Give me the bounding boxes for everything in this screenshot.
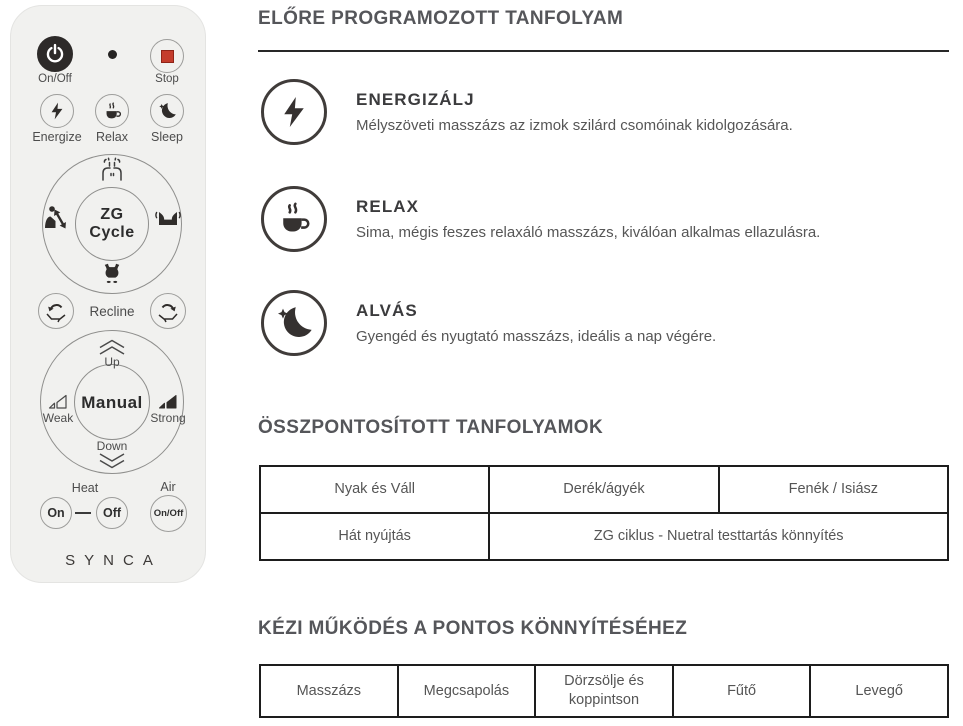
- heat-off-button[interactable]: [96, 497, 128, 529]
- up-label: Up: [104, 355, 120, 369]
- lightning-icon: [47, 101, 67, 121]
- heat-on-button[interactable]: [40, 497, 72, 529]
- table-row: [260, 466, 948, 513]
- program-item-energize: [261, 79, 793, 145]
- shoulders-icon: [96, 156, 128, 182]
- power-button[interactable]: [37, 36, 73, 72]
- recline-massage-button[interactable]: [43, 204, 71, 232]
- table-row: [260, 513, 948, 560]
- table-cell: Fenék / Isiász: [719, 466, 948, 513]
- heat-dash: [75, 512, 91, 514]
- table-cell: ZG ciklus - Nuetral testtartás könnyítés: [489, 513, 948, 560]
- seat-icon: [99, 261, 125, 287]
- heat-on-label: On: [47, 506, 65, 520]
- manual-label: Manual: [81, 393, 143, 412]
- program-title: ALVÁS: [356, 301, 418, 320]
- lightning-icon: [261, 79, 327, 145]
- recline-up-button[interactable]: [150, 293, 186, 329]
- table-cell: Dörzsölje és koppintson: [535, 665, 673, 717]
- weak-button[interactable]: [47, 393, 69, 410]
- stop-button[interactable]: [150, 39, 184, 73]
- strong-signal-icon: [157, 393, 179, 410]
- zero-gravity-icon: [43, 204, 71, 232]
- moon-stars-icon: [261, 290, 327, 356]
- heat-off-label: Off: [102, 506, 122, 520]
- intensity-up-button[interactable]: [97, 338, 127, 356]
- zg-line2: Cycle: [89, 224, 135, 241]
- led-indicator: [108, 50, 117, 59]
- table-cell: Derék/ágyék: [489, 466, 718, 513]
- relax-button[interactable]: [95, 94, 129, 128]
- heat-label: Heat: [71, 481, 99, 495]
- intensity-down-button[interactable]: [97, 452, 127, 470]
- zg-line1: ZG: [100, 206, 124, 223]
- stop-button-label: Stop: [155, 73, 179, 85]
- recline-label: Recline: [89, 304, 135, 319]
- down-label: Down: [96, 439, 128, 453]
- section-title-focused: ÖSSZPONTOSÍTOTT TANFOLYAMOK: [258, 417, 604, 438]
- program-description: Mélyszöveti masszázs az izmok szilárd csomóinak kidolgozására.: [356, 117, 793, 134]
- program-description: Sima, mégis feszes relaxáló masszázs, kiválóan alkalmas ellazulásra.: [356, 224, 821, 241]
- remote-control: [10, 5, 206, 583]
- program-title: ENERGIZÁLJ: [356, 90, 475, 109]
- weak-signal-icon: [47, 393, 69, 410]
- power-icon: [44, 43, 66, 65]
- power-button-label: On/Off: [38, 73, 72, 85]
- table-cell: Masszázs: [260, 665, 398, 717]
- table-row: [260, 665, 948, 717]
- seat-massage-button[interactable]: [99, 261, 125, 287]
- table-cell: Fűtő: [673, 665, 811, 717]
- zg-cycle-label: [62, 206, 162, 242]
- strong-button[interactable]: [157, 393, 179, 410]
- brand-logo: SYNCA: [65, 552, 162, 569]
- air-onoff-label: On/Off: [153, 508, 184, 519]
- section-title-manual: KÉZI MŰKÖDÉS A PONTOS KÖNNYÍTÉSÉHEZ: [258, 618, 688, 639]
- energize-label: Energize: [32, 130, 82, 144]
- coffee-cup-icon: [102, 101, 123, 122]
- relax-label: Relax: [96, 130, 128, 144]
- chevron-up-icon: [97, 338, 127, 356]
- waist-massage-button[interactable]: [154, 206, 182, 230]
- sleep-label: Sleep: [151, 130, 183, 144]
- program-item-sleep: [261, 290, 716, 356]
- program-description: Gyengéd és nyugtató masszázs, ideális a nap végére.: [356, 328, 717, 345]
- recline-back-button[interactable]: [38, 293, 74, 329]
- strong-label: Strong: [150, 411, 186, 425]
- program-item-relax: [261, 186, 820, 252]
- moon-stars-icon: [157, 101, 177, 121]
- coffee-cup-icon: [261, 186, 327, 252]
- manual-operation-table: [259, 664, 949, 718]
- divider-line: [258, 50, 949, 52]
- waist-icon: [154, 206, 182, 230]
- weak-label: Weak: [42, 411, 74, 425]
- program-title: RELAX: [356, 197, 420, 216]
- recline-back-icon: [43, 298, 69, 324]
- table-cell: Megcsapolás: [398, 665, 536, 717]
- recline-up-icon: [155, 298, 181, 324]
- table-cell: Nyak és Váll: [260, 466, 489, 513]
- shoulder-massage-button[interactable]: [96, 156, 128, 182]
- sleep-button[interactable]: [150, 94, 184, 128]
- focused-courses-table: [259, 465, 949, 561]
- section-title-preprogrammed: ELŐRE PROGRAMOZOTT TANFOLYAM: [258, 8, 624, 29]
- air-label: Air: [160, 480, 176, 494]
- energize-button[interactable]: [40, 94, 74, 128]
- table-cell: Hát nyújtás: [260, 513, 489, 560]
- air-onoff-button[interactable]: [150, 495, 187, 532]
- chevron-down-icon: [97, 452, 127, 470]
- table-cell: Levegő: [810, 665, 948, 717]
- stop-icon: [161, 50, 174, 63]
